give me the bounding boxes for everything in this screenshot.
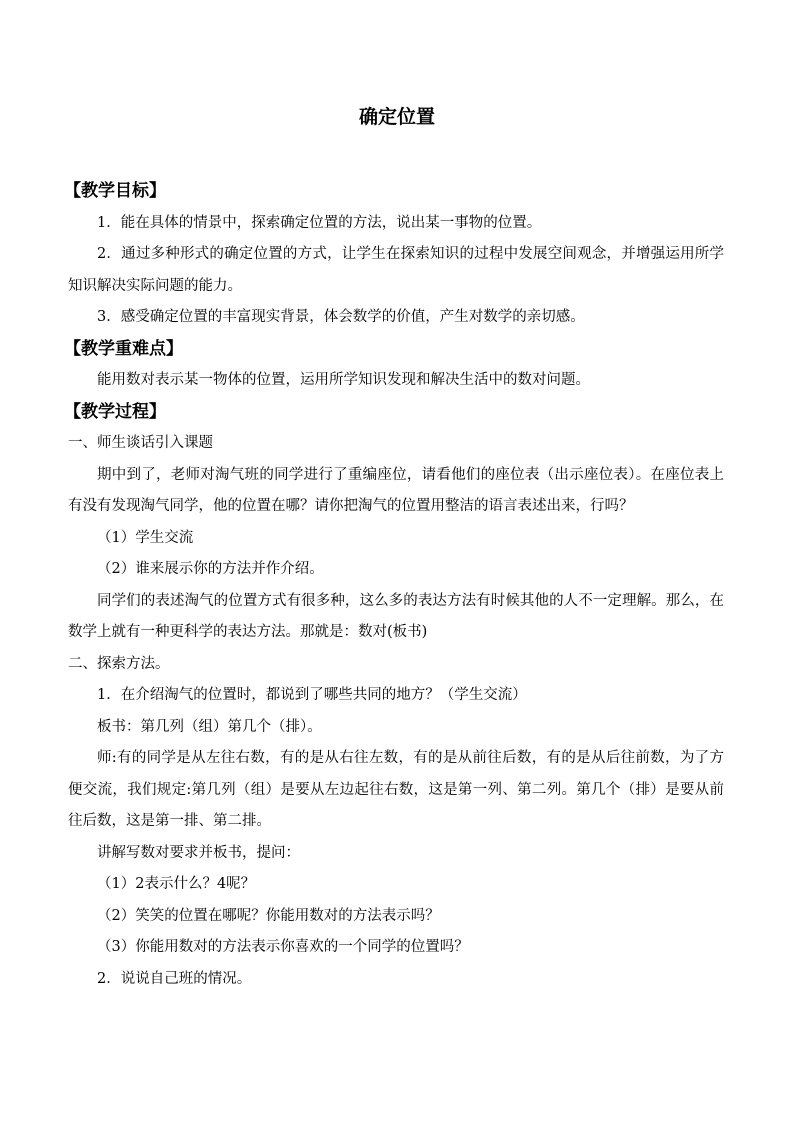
goal-item-2: 2．通过多种形式的确定位置的方式，让学生在探索知识的过程中发展空间观念，并增强运用所学知识解决实际问题的能力。 — [68, 246, 724, 294]
part1-paragraph-1: 期中到了，老师对淘气班的同学进行了重编座位，请看他们的座位表（出示座位表）。在座位表上有没有发现淘气同学，他的位置在哪？请你把淘气的位置用整洁的语言表述出来，行吗？ — [68, 466, 724, 514]
document-title: 确定位置 — [358, 106, 435, 128]
part2-subquestion-3: （3）你能用数对的方法表示你喜欢的一个同学的位置吗？ — [97, 939, 469, 955]
part1-item-2: （2）谁来展示你的方法并作介绍。 — [97, 561, 324, 577]
part1-title: 一、师生谈话引入课题 — [68, 435, 213, 451]
part2-teacher-text: 师:有的同学是从左往右数，有的是从右往左数，有的是从前往后数，有的是从后往前数，为了方便交流，我们规定:第几列（组）是要从左边起往右数，这是第一列、第二列。第几个（排）是要从前往后数，这是第一排、第二排。 — [68, 750, 724, 829]
part2-question-1: 1．在介绍淘气的位置时，都说到了哪些共同的地方？（学生交流） — [97, 687, 527, 703]
document-body — [64, 176, 724, 995]
part2-subquestion-1: （1）2表示什么？4呢？ — [97, 876, 256, 892]
part2-board: 板书：第几列（组）第几个（排）。 — [97, 718, 322, 735]
key-points-heading: 【教学重难点】 — [64, 338, 183, 359]
part2-title: 二、探索方法。 — [68, 655, 170, 672]
part1-item-1: （1）学生交流 — [97, 529, 194, 546]
goal-item-3: 3．感受确定位置的丰富现实背景，体会数学的价值，产生对数学的亲切感。 — [97, 309, 585, 325]
goals-heading: 【教学目标】 — [64, 181, 166, 201]
part2-explain: 讲解写数对要求并板书，提问： — [97, 844, 300, 861]
part2-subquestion-2: （2）笑笑的位置在哪呢？你能用数对的方法表示吗？ — [97, 907, 440, 924]
part2-question-2: 2．说说自己班的情况。 — [97, 970, 252, 987]
goal-item-1: 1．能在具体的情景中，探索确定位置的方法，说出某一事物的位置。 — [97, 214, 542, 231]
process-heading: 【教学过程】 — [64, 401, 166, 422]
part1-paragraph-2: 同学们的表述淘气的位置方式有很多种，这么多的表达方法有时候其他的人不一定理解。那么，在数学上就有一种更科学的表达方法。那就是：数对(板书) — [68, 592, 724, 640]
key-points-text: 能用数对表示某一物体的位置，运用所学知识发现和解决生活中的数对问题。 — [97, 372, 590, 388]
